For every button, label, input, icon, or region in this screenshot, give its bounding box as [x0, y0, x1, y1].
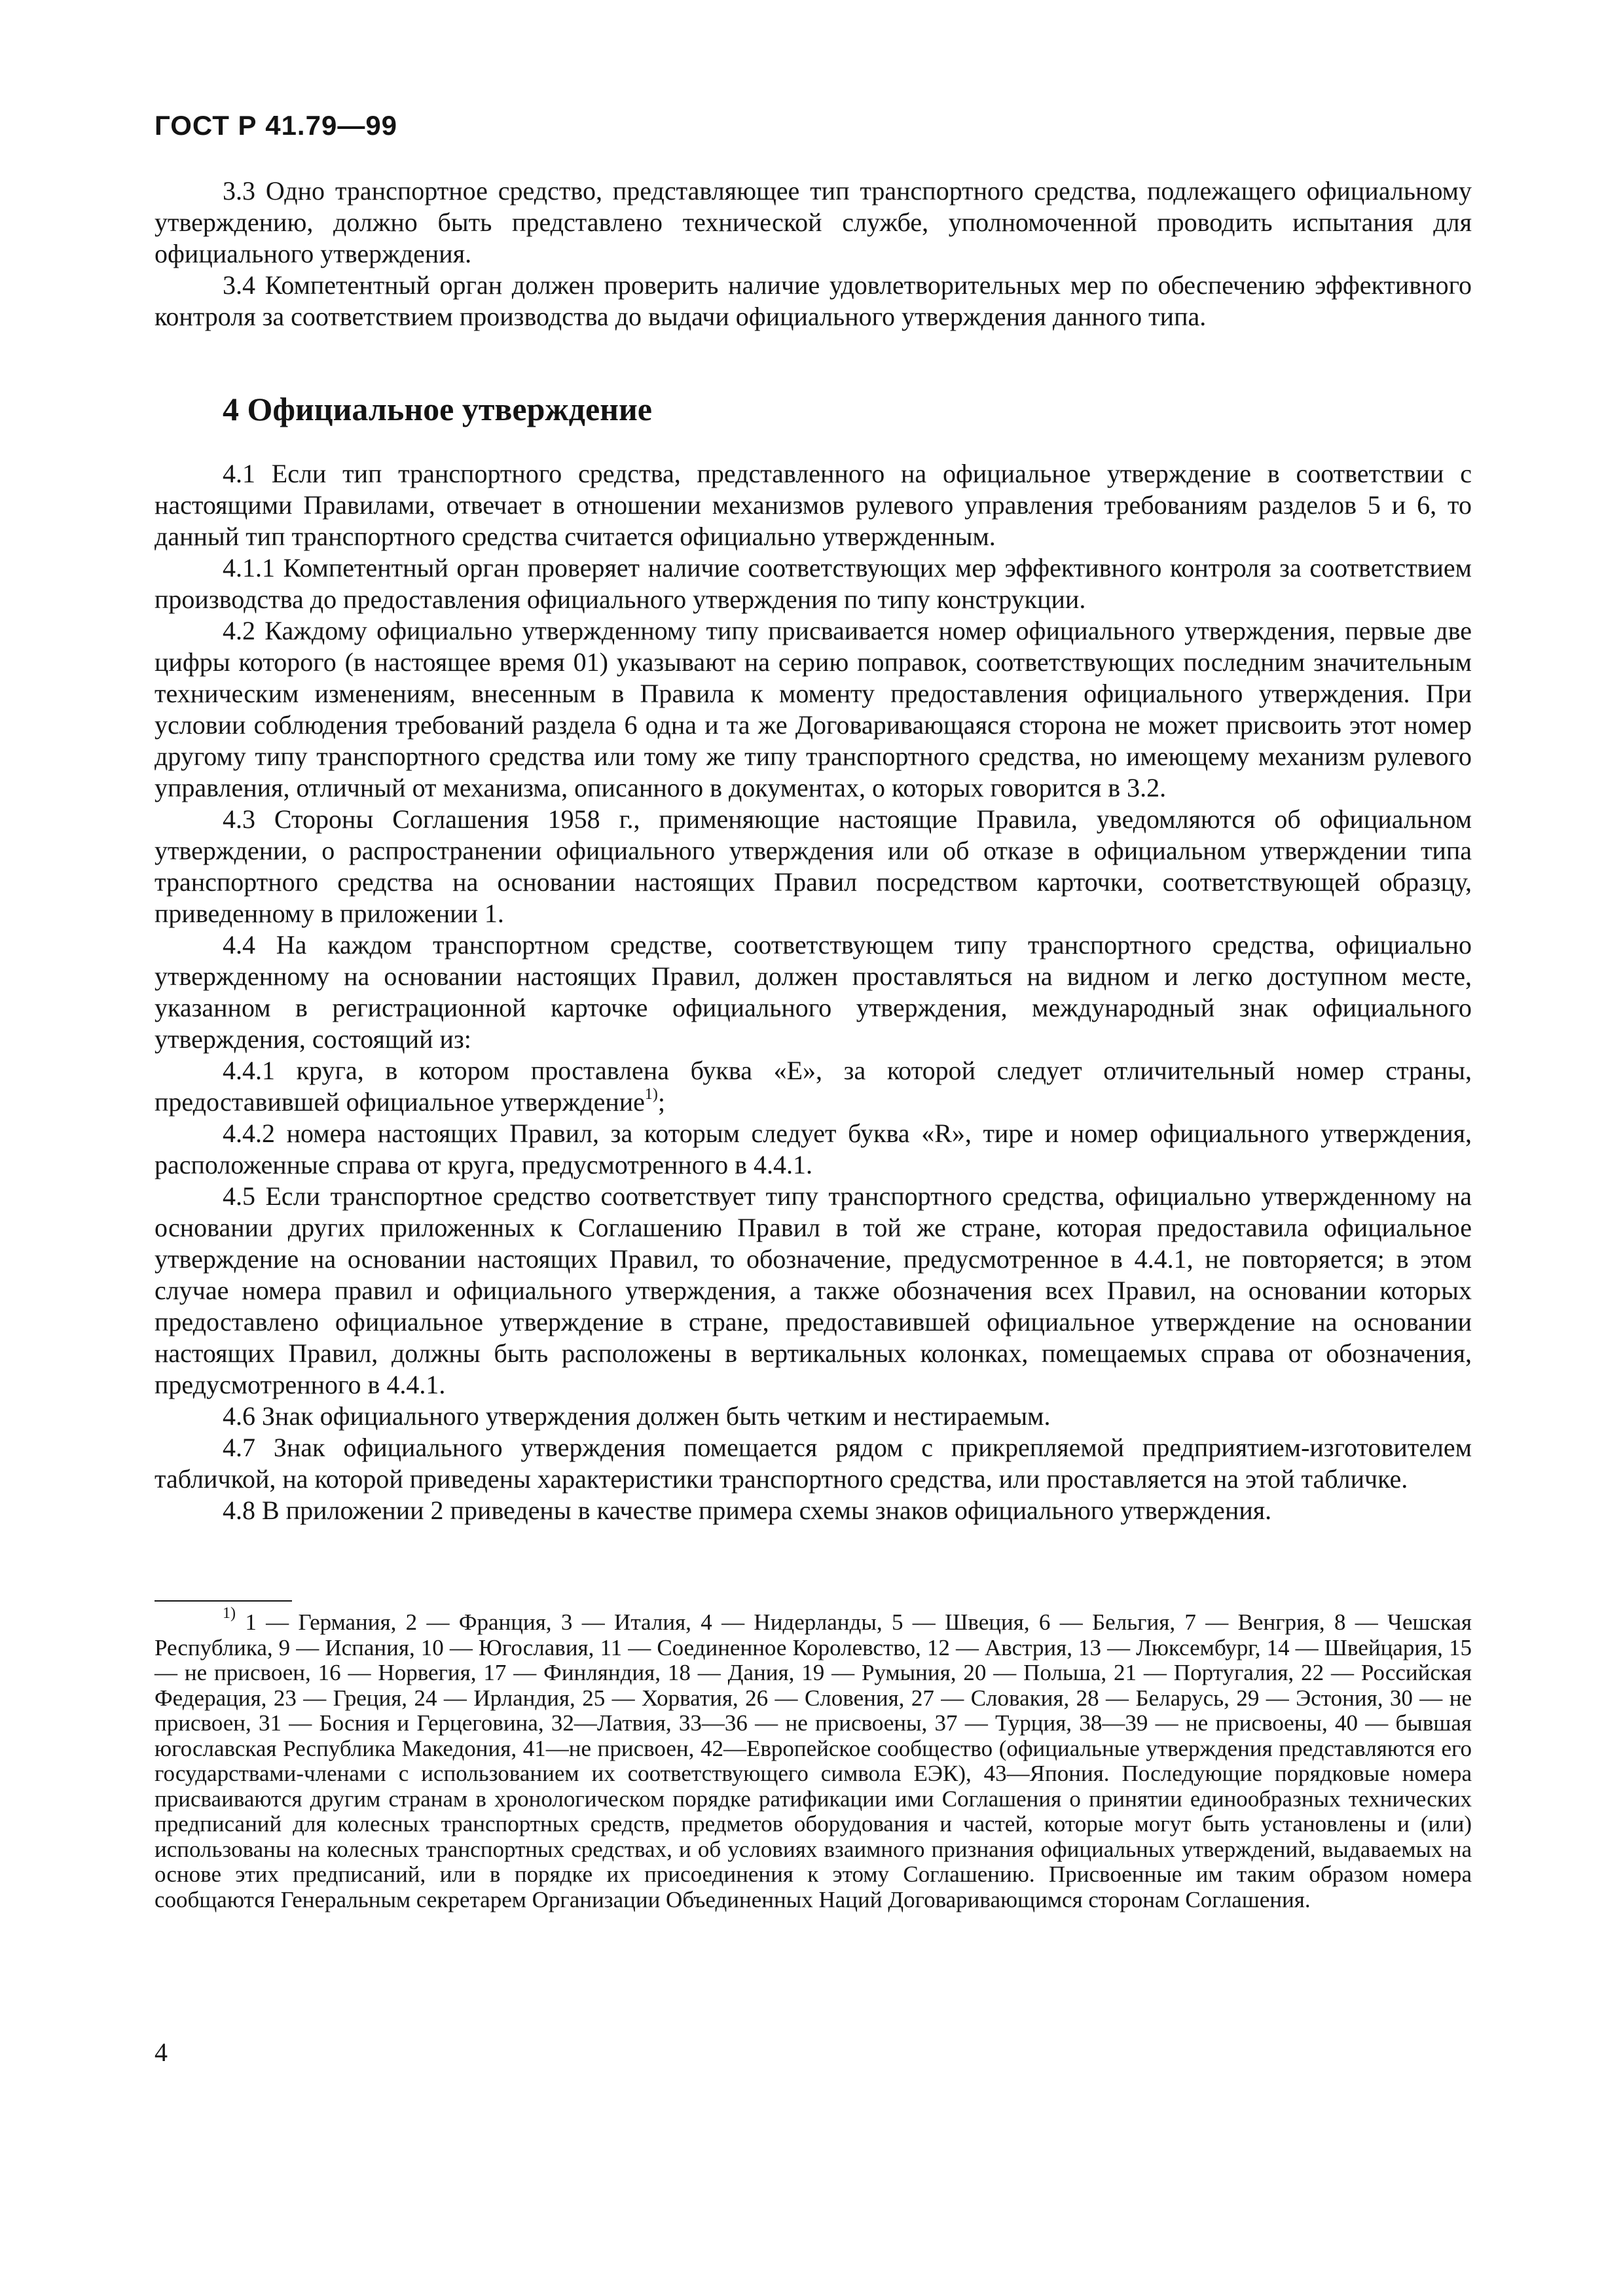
paragraph-4-4: 4.4 На каждом транспортном средстве, соответствующем типу транспортного средства, официально утвержденному на основании настоящих Правил, должен проставляться на видном и легко доступном месте, указанном в регистрационной карточке официального утверждения, международный знак официального утверждения, состоящий из:: [155, 930, 1472, 1054]
paragraph-4-1: 4.1 Если тип транспортного средства, представленного на официальное утверждение в соответствии с настоящими Правилами, отвечает в отношении механизмов рулевого управления требованиям разделов 5 и 6, то данный тип транспортного средства считается официально утвержденным.: [155, 459, 1472, 551]
footnote-text: 1 — Германия, 2 — Франция, 3 — Италия, 4 — Нидерланды, 5 — Швеция, 6 — Бельгия, 7 — Венгрия, 8 — Чешская Республика, 9 — Испания, 10 — Югославия, 11 — Соединенное Королевство, 12 — Австрия, 13 — Люксембург, 14 — Швейцария, 15 — не присвоен, 16 — Норвегия, 17 — Финляндия, 18 — Дания, 19 — Румыния, 20 — Польша, 21 — Португалия, 22 — Российская Федерация, 23 — Греция, 24 — Ирландия, 25 — Хорватия, 26 — Словения, 27 — Словакия, 28 — Беларусь, 29 — Эстония, 30 — не присвоен, 31 — Босния и Герцеговина, 32—Латвия, 33—36 — не присвоены, 37 — Турция, 38—39 — не присвоены, 40 — бывшая югославская Республика Македония, 41—не присвоен, 42—Европейское сообщество (официальные утверждения представляются его государствами-членами с использованием их соответствующего символа ЕЭК), 43—Япония. Последующие порядковые номера присваиваются другим странам в хронологическом порядке ратификации ими Соглашения о принятии единообразных технических предписаний для колесных транспортных средств, предметов оборудования и частей, которые могут быть установлены и (или) использованы на колесных транспортных средствах, и об условиях взаимного признания официальных утверждений, выдаваемых на основе этих предписаний, или в порядке их присоединения к этому Соглашению. Присвоенные им таким образом номера сообщаются Генеральным секретарем Организации Объединенных Наций Договаривающимся сторонам Соглашения.: [155, 1609, 1472, 1912]
document-code-header: ГОСТ Р 41.79—99: [155, 110, 398, 141]
paragraph-4-4-1-text: 4.4.1 круга, в котором проставлена буква «Е», за которой следует отличительный номер страны, предоставившей официальное утверждение: [155, 1056, 1472, 1117]
paragraph-4-4-2: 4.4.2 номера настоящих Правил, за которым следует буква «R», тире и номер официального утверждения, расположенные справа от круга, предусмотренного в 4.4.1.: [155, 1119, 1472, 1179]
paragraph-4-5: 4.5 Если транспортное средство соответствует типу транспортного средства, официально утвержденному на основании других приложенных к Соглашению Правил в той же стране, которая предоставила официальное утверждение на основании настоящих Правил, то обозначение, предусмотренное в 4.4.1, не повторяется; в этом случае номера правил и официального утверждения, а также обозначения всех Правил, на основании которых предоставлено официальное утверждение в стране, предоставившей официальное утверждение на основании настоящих Правил, должны быть расположены в вертикальных колонках, помещаемых справа от обозначения, предусмотренного в 4.4.1.: [155, 1181, 1472, 1399]
footnote-mark: 1): [223, 1605, 236, 1622]
intro-block: [155, 175, 1472, 332]
paragraph-4-7: 4.7 Знак официального утверждения помещается рядом с прикрепляемой предприятием-изготовителем табличкой, на которой приведены характеристики транспортного средства, или проставляется на этой табличке.: [155, 1433, 1472, 1494]
paragraph-3-3: 3.3 Одно транспортное средство, представляющее тип транспортного средства, подлежащего официальному утверждению, должно быть представлено технической службе, уполномоченной проводить испытания для официального утверждения.: [155, 176, 1472, 268]
paragraph-4-8: 4.8 В приложении 2 приведены в качестве примера схемы знаков официального утверждения.: [223, 1496, 1272, 1525]
paragraph-4-3: 4.3 Стороны Соглашения 1958 г., применяющие настоящие Правила, уведомляются об официальном утверждении, о распространении официального утверждения или об отказе в официальном утверждении типа транспортного средства на основании настоящих Правил посредством карточки, соответствующей образцу, приведенному в приложении 1.: [155, 804, 1472, 928]
paragraph-4-2: 4.2 Каждому официально утвержденному типу присваивается номер официального утверждения, первые две цифры которого (в настоящее время 01) указывают на серию поправок, соответствующих последним значительным техническим изменениям, внесенным в Правила к моменту предоставления официального утверждения. При условии соблюдения требований раздела 6 одна и та же Договаривающаяся сторона не может присвоить этот номер другому типу транспортного средства или тому же типу транспортного средства, но имеющему механизм рулевого управления, отличный от механизма, описанного в документах, о которых говорится в 3.2.: [155, 616, 1472, 802]
paragraph-4-6: 4.6 Знак официального утверждения должен быть четким и нестираемым.: [223, 1401, 1051, 1431]
section-title: 4 Официальное утверждение: [223, 391, 652, 427]
footnote-paragraph: [155, 1605, 1472, 1912]
page-number: 4: [155, 2037, 168, 2067]
paragraph-4-4-1: [155, 1055, 1472, 1118]
paragraph-3-4: 3.4 Компетентный орган должен проверить наличие удовлетворительных мер по обеспечению эффективного контроля за соответствием производства до выдачи официального утверждения данного типа.: [155, 270, 1472, 331]
footnote-ref: 1): [644, 1086, 658, 1103]
section-body: [155, 458, 1472, 1526]
paragraph-4-4-1-end: ;: [657, 1087, 666, 1117]
footnote-divider: [155, 1600, 292, 1602]
paragraph-4-1-1: 4.1.1 Компетентный орган проверяет наличие соответствующих мер эффективного контроля за соответствием производства до предоставления официального утверждения по типу конструкции.: [155, 553, 1472, 614]
footnote-block: [155, 1605, 1472, 1912]
